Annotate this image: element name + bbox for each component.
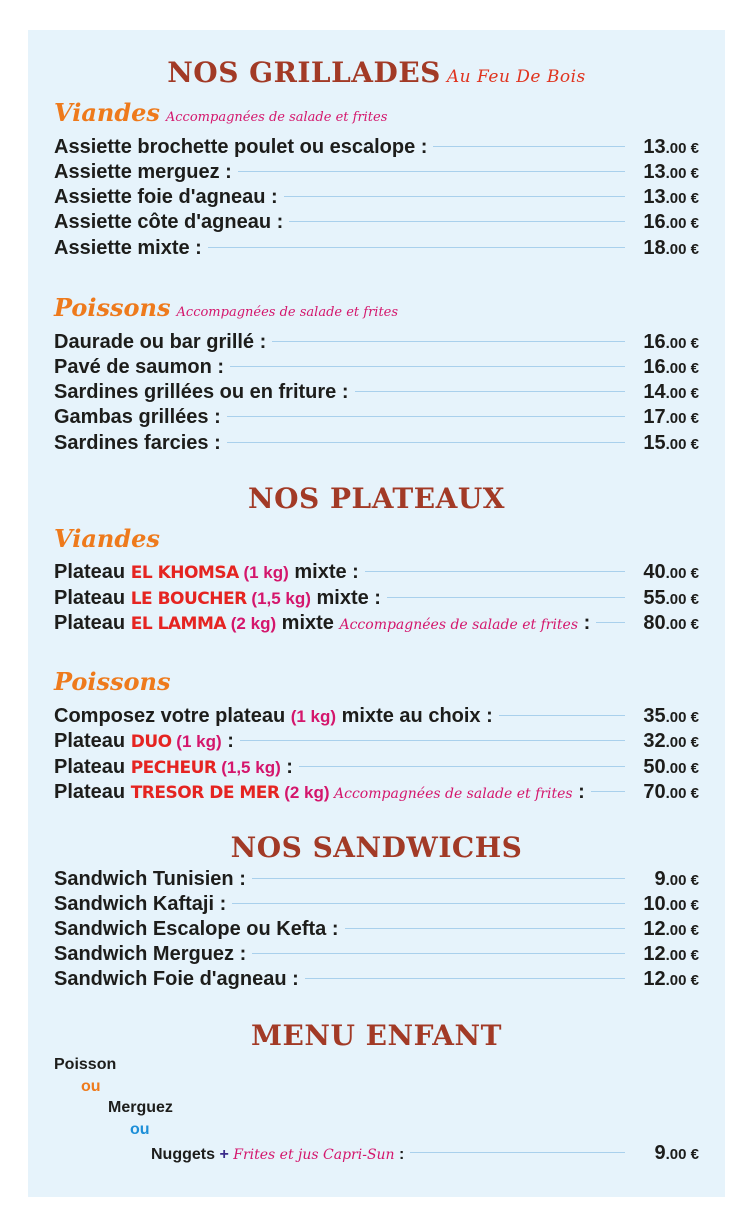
grillades-poissons-header xyxy=(54,293,398,322)
price-int: 13 xyxy=(643,186,666,208)
item-name: Sandwich Tunisien : xyxy=(54,868,246,890)
item-weight: (2 kg) xyxy=(279,783,330,802)
plateaux-title-text: NOS PLATEAUX xyxy=(248,482,505,515)
item-suffix: : xyxy=(221,730,234,752)
item-price xyxy=(631,186,699,209)
price-int: 10 xyxy=(643,893,666,915)
grillades-viandes-label: Viandes xyxy=(54,98,160,127)
menu-item xyxy=(54,406,699,430)
item-suffix: mixte xyxy=(276,612,340,634)
item-name: Sandwich Foie d'agneau : xyxy=(54,968,299,990)
menu-item xyxy=(54,237,699,261)
enfant-title xyxy=(54,1019,699,1052)
enfant-nuggets-row xyxy=(151,1142,699,1166)
dotted-leader xyxy=(365,571,625,572)
item-name: Assiette mixte : xyxy=(54,237,202,259)
price-dec: .00 € xyxy=(665,410,699,427)
item-name: Sardines farcies : xyxy=(54,432,221,454)
grillades-viandes-header xyxy=(54,98,387,127)
price-int: 9 xyxy=(654,868,666,890)
item-price xyxy=(631,918,699,941)
dotted-leader xyxy=(227,416,625,417)
stamp-perforation-right xyxy=(728,22,737,1205)
dotted-leader xyxy=(433,146,625,147)
item-name: Daurade ou bar grillé : xyxy=(54,331,267,353)
item-weight: (1 kg) xyxy=(290,707,337,726)
dotted-leader xyxy=(345,928,625,929)
stamp-perforation-bottom xyxy=(20,1200,733,1209)
dotted-leader xyxy=(230,366,625,367)
price-dec: .00 € xyxy=(665,385,699,402)
enfant-or-1: ou xyxy=(81,1078,101,1095)
item-suffix: : xyxy=(280,756,293,778)
price-int: 80 xyxy=(643,612,666,634)
menu-item xyxy=(54,136,699,160)
item-weight: (1 kg) xyxy=(238,563,289,582)
price-dec: .00 € xyxy=(665,616,699,633)
price-int: 12 xyxy=(643,968,666,990)
price-int: 18 xyxy=(643,237,666,259)
price-dec: .00 € xyxy=(665,922,699,939)
price-dec: .00 € xyxy=(665,436,699,453)
item-name: Assiette foie d'agneau : xyxy=(54,186,278,208)
item-brand: PECHEUR xyxy=(130,758,217,778)
menu-item xyxy=(54,331,699,355)
item-name: Sandwich Escalope ou Kefta : xyxy=(54,918,339,940)
enfant-title-text: MENU ENFANT xyxy=(251,1019,502,1052)
item-price xyxy=(631,161,699,184)
menu-item xyxy=(54,918,699,942)
grillades-title xyxy=(54,56,699,89)
plateaux-poissons-label: Poissons xyxy=(54,667,171,696)
item-suffix: mixte : xyxy=(288,561,359,583)
price-int: 50 xyxy=(643,756,666,778)
item-price xyxy=(631,868,699,891)
price-int: 70 xyxy=(643,781,666,803)
price-dec: .00 € xyxy=(665,972,699,989)
enfant-option-poisson: Poisson xyxy=(54,1056,117,1073)
grillades-poissons-label: Poissons xyxy=(54,293,171,322)
menu-item xyxy=(54,561,699,585)
item-brand: TRESOR DE MER xyxy=(130,783,280,803)
price-dec: .00 € xyxy=(665,335,699,352)
item-price xyxy=(631,136,699,159)
item-suffix: mixte au choix : xyxy=(336,705,493,727)
price-int: 13 xyxy=(643,136,666,158)
price-dec: .00 € xyxy=(665,165,699,182)
item-name: Assiette merguez : xyxy=(54,161,232,183)
menu-item xyxy=(54,587,699,611)
grillades-title-text: NOS GRILLADES xyxy=(167,56,441,89)
menu-item xyxy=(54,730,699,754)
price-int: 16 xyxy=(643,211,666,233)
plateaux-viandes-label: Viandes xyxy=(54,524,160,553)
item-brand: DUO xyxy=(130,732,172,752)
grillades-viandes-note: Accompagnées de salade et frites xyxy=(165,110,388,125)
menu-item xyxy=(54,705,699,729)
dotted-leader xyxy=(410,1152,625,1153)
price-int: 13 xyxy=(643,161,666,183)
menu-item xyxy=(54,968,699,992)
price-dec: .00 € xyxy=(665,215,699,232)
dotted-leader xyxy=(208,247,625,248)
price-int: 16 xyxy=(643,356,666,378)
item-brand: LE BOUCHER xyxy=(130,589,247,609)
item-name xyxy=(54,730,234,753)
grillades-poissons-note: Accompagnées de salade et frites xyxy=(176,305,399,320)
dotted-leader xyxy=(272,341,625,342)
item-price xyxy=(631,612,699,635)
price-int: 12 xyxy=(643,943,666,965)
price-dec: .00 € xyxy=(665,897,699,914)
price-dec: .00 € xyxy=(665,947,699,964)
item-price xyxy=(631,406,699,429)
item-weight: (1,5 kg) xyxy=(216,758,281,777)
item-name: Sardines grillées ou en friture : xyxy=(54,381,349,403)
menu-item xyxy=(54,161,699,185)
dotted-leader xyxy=(252,953,625,954)
item-price xyxy=(631,705,699,728)
item-brand: EL LAMMA xyxy=(130,614,227,634)
dotted-leader xyxy=(252,878,625,879)
menu-item xyxy=(54,612,699,636)
price-int: 16 xyxy=(643,331,666,353)
item-weight: (1,5 kg) xyxy=(246,589,311,608)
menu-item xyxy=(54,781,699,805)
sandwichs-title xyxy=(54,831,699,864)
item-price xyxy=(631,432,699,455)
item-prefix: Plateau xyxy=(54,730,131,752)
item-price xyxy=(631,730,699,753)
item-name xyxy=(54,756,293,779)
price-dec: .00 € xyxy=(665,140,699,157)
price-dec: .00 € xyxy=(665,734,699,751)
dotted-leader xyxy=(284,196,625,197)
sandwichs-title-text: NOS SANDWICHS xyxy=(230,831,523,864)
item-note: Accompagnées de salade et frites xyxy=(339,617,579,633)
plateaux-title xyxy=(54,482,699,515)
item-prefix: Plateau xyxy=(54,587,131,609)
item-name xyxy=(151,1146,404,1164)
menu-item xyxy=(54,893,699,917)
item-price xyxy=(631,968,699,991)
menu-item xyxy=(54,432,699,456)
dotted-leader xyxy=(232,903,625,904)
item-price xyxy=(631,587,699,610)
price-int: 55 xyxy=(643,587,666,609)
price-dec: .00 € xyxy=(665,760,699,777)
dotted-leader xyxy=(591,791,625,792)
price-int: 40 xyxy=(643,561,666,583)
dotted-leader xyxy=(355,391,625,392)
dotted-leader xyxy=(305,978,625,979)
price-dec: .00 € xyxy=(665,709,699,726)
menu-item xyxy=(54,868,699,892)
menu-item xyxy=(54,356,699,380)
item-price xyxy=(631,943,699,966)
menu-item xyxy=(54,211,699,235)
plus-sign: + xyxy=(215,1146,234,1163)
price-dec: .00 € xyxy=(665,565,699,582)
enfant-or-2: ou xyxy=(130,1121,150,1138)
price-dec: .00 € xyxy=(665,190,699,207)
item-name xyxy=(54,705,493,728)
dotted-leader xyxy=(499,715,625,716)
grillades-subtitle: Au Feu De Bois xyxy=(446,67,586,87)
price-int: 9 xyxy=(654,1142,666,1164)
item-name: Assiette côte d'agneau : xyxy=(54,211,284,233)
dotted-leader xyxy=(227,442,625,443)
price-int: 15 xyxy=(643,432,666,454)
dotted-leader xyxy=(238,171,625,172)
item-suffix: : xyxy=(572,781,585,803)
item-price xyxy=(631,381,699,404)
price-int: 12 xyxy=(643,918,666,940)
price-int: 17 xyxy=(643,406,666,428)
plateaux-poissons-header xyxy=(54,667,171,696)
item-price xyxy=(631,1142,699,1165)
item-brand: EL KHOMSA xyxy=(130,563,239,583)
stamp-perforation-left xyxy=(16,22,25,1205)
item-name xyxy=(54,612,590,635)
item-suffix: mixte : xyxy=(310,587,381,609)
item-prefix: Plateau xyxy=(54,561,131,583)
price-int: 35 xyxy=(643,705,666,727)
item-prefix: Plateau xyxy=(54,612,131,634)
price-int: 32 xyxy=(643,730,666,752)
item-prefix: Composez votre plateau xyxy=(54,705,291,727)
enfant-extras: Frites et jus Capri-Sun xyxy=(233,1147,395,1163)
item-colon: : xyxy=(394,1146,405,1163)
price-int: 14 xyxy=(643,381,666,403)
item-price xyxy=(631,331,699,354)
dotted-leader xyxy=(387,597,625,598)
dotted-leader xyxy=(240,740,625,741)
price-dec: .00 € xyxy=(665,785,699,802)
item-prefix: Plateau xyxy=(54,781,131,803)
price-dec: .00 € xyxy=(665,591,699,608)
item-name: Sandwich Kaftaji : xyxy=(54,893,227,915)
enfant-option-nuggets: Nuggets xyxy=(151,1146,215,1163)
price-dec: .00 € xyxy=(665,360,699,377)
item-weight: (1 kg) xyxy=(171,732,222,751)
stamp-perforation-top xyxy=(20,18,733,27)
item-prefix: Plateau xyxy=(54,756,131,778)
dotted-leader xyxy=(596,622,625,623)
menu-item xyxy=(54,381,699,405)
item-price xyxy=(631,211,699,234)
item-note: Accompagnées de salade et frites xyxy=(329,786,573,802)
menu-item xyxy=(54,943,699,967)
item-name: Assiette brochette poulet ou escalope : xyxy=(54,136,428,158)
dotted-leader xyxy=(299,766,625,767)
item-name: Gambas grillées : xyxy=(54,406,221,428)
item-name xyxy=(54,781,585,804)
enfant-option-merguez: Merguez xyxy=(108,1099,173,1116)
menu-item xyxy=(54,756,699,780)
item-weight: (2 kg) xyxy=(226,614,277,633)
item-price xyxy=(631,756,699,779)
price-dec: .00 € xyxy=(665,1146,699,1163)
item-name xyxy=(54,587,381,610)
item-price xyxy=(631,781,699,804)
item-name: Sandwich Merguez : xyxy=(54,943,247,965)
dotted-leader xyxy=(289,221,625,222)
price-dec: .00 € xyxy=(665,872,699,889)
price-dec: .00 € xyxy=(665,241,699,258)
item-price xyxy=(631,561,699,584)
item-price xyxy=(631,237,699,260)
item-price xyxy=(631,893,699,916)
item-price xyxy=(631,356,699,379)
item-name xyxy=(54,561,359,584)
item-name: Pavé de saumon : xyxy=(54,356,225,378)
plateaux-viandes-header xyxy=(54,524,160,553)
item-colon: : xyxy=(578,612,591,634)
menu-item xyxy=(54,186,699,210)
